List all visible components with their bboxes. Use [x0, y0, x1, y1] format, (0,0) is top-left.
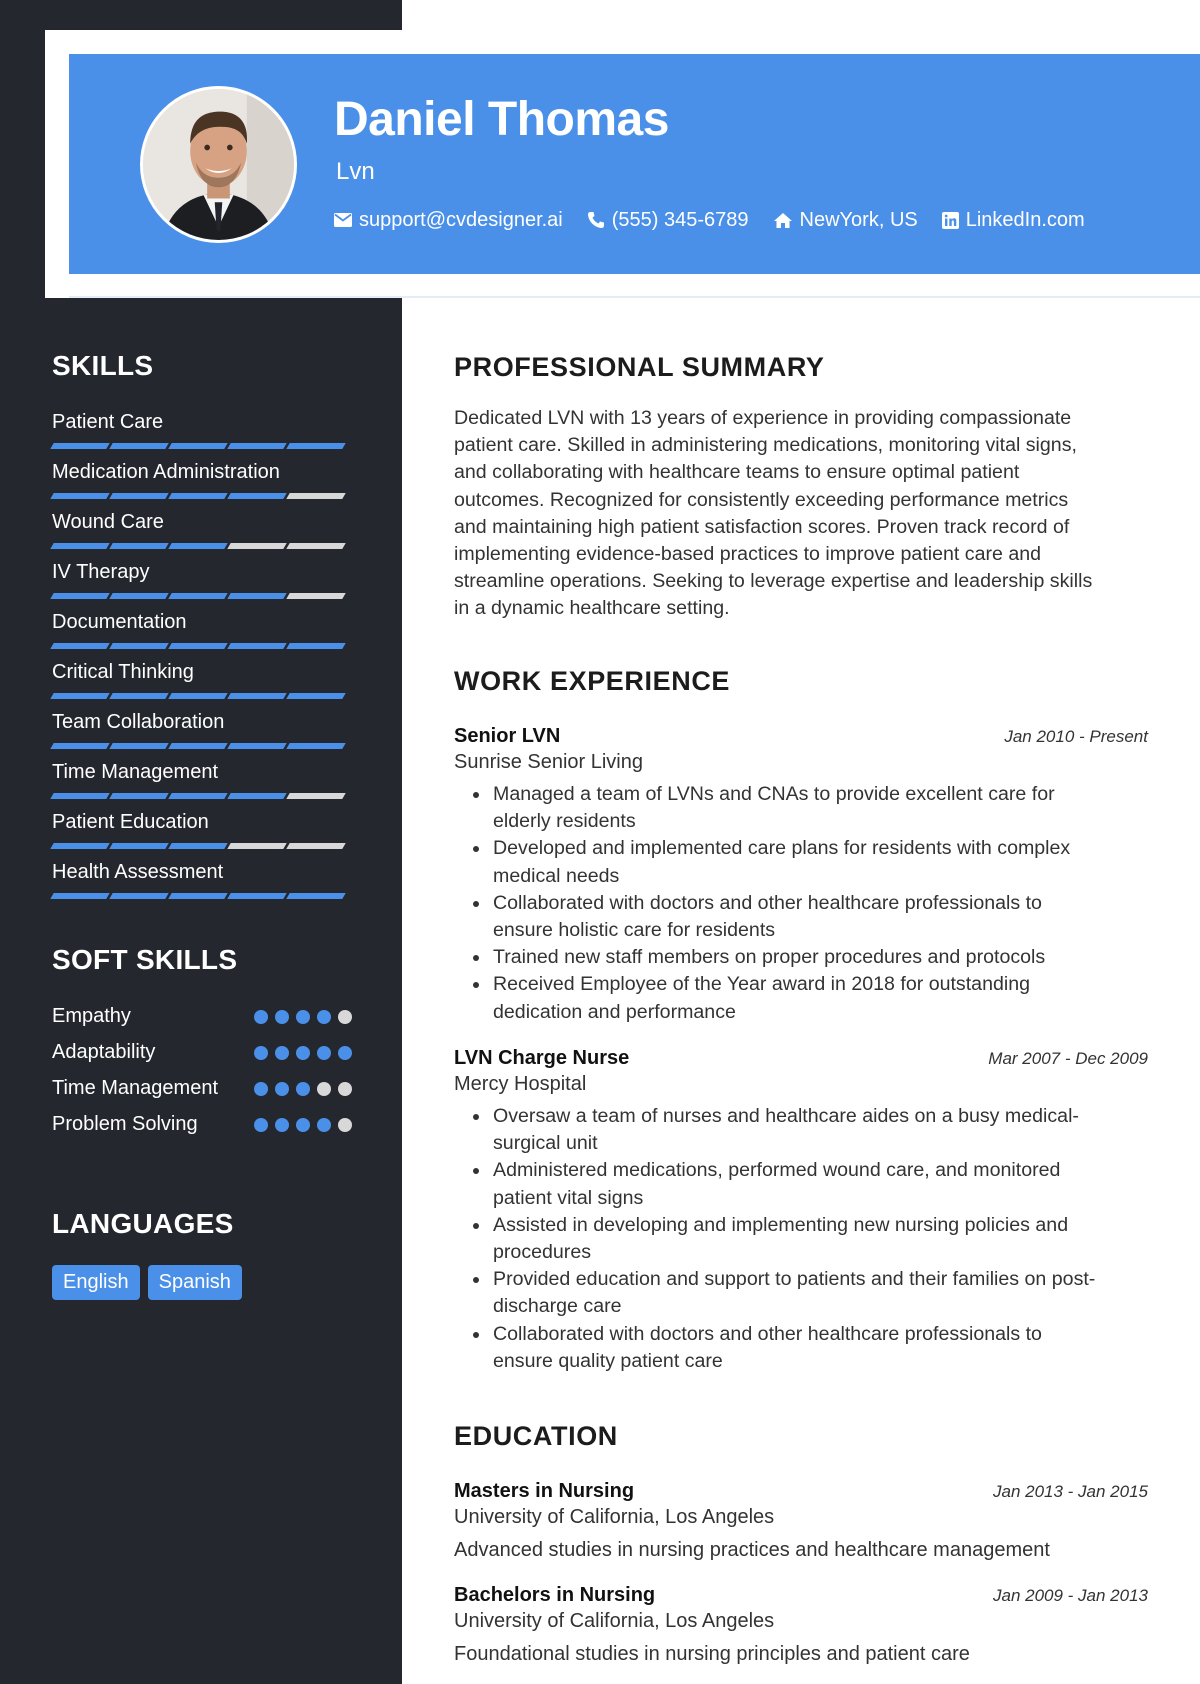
skill-level-segment [227, 743, 286, 749]
school-name: University of California, Los Angeles [454, 1610, 775, 1632]
skill-level-segment [168, 693, 227, 699]
skill-level-segment [50, 793, 109, 799]
languages-heading: LANGUAGES [52, 1208, 234, 1239]
skill-level-segment [50, 843, 109, 849]
summary-section [454, 352, 1148, 623]
rating-dot [296, 1118, 310, 1132]
skill-name: Wound Care [52, 511, 164, 533]
job-entry [454, 725, 1148, 1026]
skill-level-meter [52, 593, 352, 599]
skill-level-meter [52, 843, 352, 849]
soft-skill-rating [247, 1118, 352, 1132]
bullet-line: elderly residents [493, 810, 636, 833]
job-bullet [491, 944, 1148, 971]
summary-line: implementing evidence-based practices to improve patient care and [454, 543, 1042, 566]
job-bullet [491, 835, 1148, 889]
skill-level-meter [52, 643, 352, 649]
summary-line: in a dynamic healthcare setting. [454, 597, 730, 620]
contact-linkedin[interactable] [942, 209, 1085, 232]
skill-level-meter [52, 893, 352, 899]
rating-dot [296, 1082, 310, 1096]
bullet-line: • Collaborated with doctors and other healthcare professionals to [493, 1322, 1042, 1345]
summary-line: streamline operations. Seeking to leverage expertise and leadership skills [454, 570, 1093, 593]
candidate-name: Daniel Thomas [334, 93, 669, 146]
language-tag: English [52, 1265, 140, 1300]
soft-skills-list [52, 1003, 352, 1147]
soft-skill-rating [247, 1010, 352, 1024]
soft-skill-rating [247, 1046, 352, 1060]
header-divider [69, 296, 1200, 298]
rating-dot [317, 1082, 331, 1096]
job-header [454, 1047, 1148, 1070]
job-title: Senior LVN [454, 725, 561, 747]
skill-name: Patient Education [52, 811, 209, 833]
education-heading: EDUCATION [454, 1421, 618, 1451]
summary-line: patient care. Skilled in administering medications, monitoring vital signs, [454, 434, 1077, 457]
languages-list [52, 1265, 250, 1300]
skill-level-segment [286, 793, 345, 799]
skill-level-meter [52, 443, 352, 449]
avatar [140, 86, 297, 243]
bullet-line: surgical unit [493, 1132, 598, 1155]
skill-level-segment [109, 543, 168, 549]
skill-level-segment [109, 493, 168, 499]
job-bullet [491, 1266, 1148, 1320]
skills-heading: SKILLS [52, 350, 154, 381]
job-bullet [491, 971, 1148, 1025]
degree-title: Masters in Nursing [454, 1480, 635, 1502]
skill-level-segment [50, 693, 109, 699]
job-title: LVN Charge Nurse [454, 1047, 630, 1069]
skill-level-segment [50, 643, 109, 649]
skill-level-segment [50, 543, 109, 549]
soft-skill-item [52, 1111, 352, 1138]
skill-level-segment [286, 843, 345, 849]
skill-level-segment [50, 443, 109, 449]
school-name: University of California, Los Angeles [454, 1506, 775, 1528]
skill-level-meter [52, 543, 352, 549]
skill-item [52, 460, 352, 510]
rating-dot [254, 1082, 268, 1096]
skill-item [52, 860, 352, 910]
rating-dot [338, 1010, 352, 1024]
skill-level-segment [109, 793, 168, 799]
bullet-line: procedures [493, 1241, 592, 1264]
bullet-line: • Collaborated with doctors and other healthcare professionals to [493, 891, 1042, 914]
summary-text [454, 405, 1148, 623]
skill-level-segment [168, 443, 227, 449]
skill-level-segment [227, 793, 286, 799]
rating-dot [338, 1046, 352, 1060]
skill-item [52, 760, 352, 810]
profile-photo [143, 89, 294, 240]
rating-dot [254, 1118, 268, 1132]
rating-dot [275, 1082, 289, 1096]
soft-skill-rating [247, 1082, 352, 1096]
soft-skill-name: Adaptability [52, 1041, 156, 1063]
language-tag: Spanish [148, 1265, 242, 1300]
skill-level-segment [227, 643, 286, 649]
skill-level-segment [168, 843, 227, 849]
skill-level-segment [109, 743, 168, 749]
rating-dot [317, 1046, 331, 1060]
skills-list [52, 410, 352, 910]
education-header [454, 1584, 1148, 1607]
skill-level-segment [286, 443, 345, 449]
bullet-line: • Managed a team of LVNs and CNAs to provide excellent care for [493, 783, 1055, 805]
skill-level-segment [109, 693, 168, 699]
job-bullet [491, 781, 1148, 835]
contact-email[interactable] [334, 209, 563, 232]
bullet-line: patient vital signs [493, 1186, 644, 1209]
skill-level-segment [168, 793, 227, 799]
bullet-line: discharge care [493, 1295, 622, 1318]
skill-level-segment [286, 893, 345, 899]
bullet-line: • Assisted in developing and implementing new nursing policies and [493, 1213, 1069, 1236]
skill-item [52, 560, 352, 610]
skill-name: Time Management [52, 761, 218, 783]
job-entry [454, 1047, 1148, 1375]
rating-dot [275, 1046, 289, 1060]
skill-level-segment [168, 643, 227, 649]
job-bullet [491, 1321, 1148, 1375]
experience-heading: WORK EXPERIENCE [454, 666, 731, 696]
skill-level-segment [50, 893, 109, 899]
envelope-icon [334, 213, 352, 227]
skill-item [52, 810, 352, 860]
job-bullets [491, 781, 1148, 1026]
skill-level-meter [52, 743, 352, 749]
rating-dot [275, 1118, 289, 1132]
soft-skill-item [52, 1039, 352, 1066]
soft-skill-name: Problem Solving [52, 1113, 198, 1135]
job-employer: Mercy Hospital [454, 1073, 587, 1095]
skill-level-segment [168, 593, 227, 599]
skill-level-segment [286, 543, 345, 549]
soft-skills-heading: SOFT SKILLS [52, 944, 238, 975]
linkedin-icon [942, 212, 959, 229]
contact-phone[interactable] [587, 209, 749, 232]
contact-location [773, 209, 918, 232]
skill-level-segment [109, 843, 168, 849]
skill-level-segment [227, 593, 286, 599]
soft-skill-name: Time Management [52, 1077, 218, 1099]
rating-dot [296, 1010, 310, 1024]
education-date: Jan 2013 - Jan 2015 [992, 1482, 1148, 1501]
bullet-line: • Trained new staff members on proper procedures and protocols [493, 946, 1046, 969]
job-bullet [491, 1157, 1148, 1211]
skill-level-segment [227, 493, 286, 499]
bullet-line: ensure holistic care for residents [493, 919, 776, 942]
email-text: support@cvdesigner.ai [359, 208, 563, 231]
home-icon [773, 212, 793, 229]
summary-heading: PROFESSIONAL SUMMARY [454, 352, 825, 382]
skill-name: Patient Care [52, 411, 164, 433]
skill-level-segment [109, 443, 168, 449]
skill-level-segment [50, 493, 109, 499]
contact-row [334, 206, 1109, 234]
job-header [454, 725, 1148, 748]
skill-name: Medication Administration [52, 461, 280, 483]
skill-level-segment [168, 893, 227, 899]
job-bullet [491, 890, 1148, 944]
skill-level-segment [286, 693, 345, 699]
location-text: NewYork, US [799, 208, 918, 231]
job-employer: Sunrise Senior Living [454, 751, 643, 773]
job-date: Jan 2010 - Present [1004, 727, 1148, 746]
job-bullets [491, 1103, 1148, 1375]
skill-name: Documentation [52, 611, 187, 633]
skill-item [52, 510, 352, 560]
job-date: Mar 2007 - Dec 2009 [988, 1049, 1148, 1068]
skill-level-segment [50, 743, 109, 749]
summary-line: Dedicated LVN with 13 years of experience in providing compassionate [454, 407, 1072, 429]
summary-line: and maintaining high patient satisfaction scores. Proven track record of [454, 515, 1070, 538]
skill-level-segment [168, 743, 227, 749]
bullet-line: • Provided education and support to patients and their families on post- [493, 1268, 1096, 1291]
experience-section [454, 666, 1148, 697]
skill-level-segment [168, 543, 227, 549]
rating-dot [338, 1082, 352, 1096]
education-section [454, 1421, 1148, 1452]
bullet-line: medical needs [493, 864, 620, 887]
skill-level-segment [109, 643, 168, 649]
skill-name: IV Therapy [52, 561, 150, 583]
bullet-line: • Administered medications, performed wound care, and monitored [493, 1159, 1061, 1182]
bullet-line: • Developed and implemented care plans for residents with complex [493, 837, 1071, 860]
degree-title: Bachelors in Nursing [454, 1584, 656, 1606]
skill-name: Critical Thinking [52, 661, 194, 683]
rating-dot [317, 1010, 331, 1024]
skill-level-segment [50, 593, 109, 599]
linkedin-text: LinkedIn.com [965, 208, 1085, 231]
education-date: Jan 2009 - Jan 2013 [992, 1586, 1148, 1605]
rating-dot [296, 1046, 310, 1060]
skill-level-meter [52, 493, 352, 499]
rating-dot [254, 1046, 268, 1060]
skill-level-meter [52, 793, 352, 799]
education-header [454, 1480, 1148, 1503]
skill-item [52, 660, 352, 710]
education-description: Advanced studies in nursing practices and healthcare management [454, 1539, 1050, 1561]
bullet-line: dedication and performance [493, 1000, 736, 1023]
skill-level-segment [227, 443, 286, 449]
summary-line: outcomes. Recognized for consistently exceeding performance metrics [454, 488, 1069, 511]
soft-skill-item [52, 1075, 352, 1102]
job-bullet [491, 1103, 1148, 1157]
education-entry [454, 1584, 1148, 1666]
skill-level-segment [168, 493, 227, 499]
skill-level-segment [286, 743, 345, 749]
skill-level-segment [109, 893, 168, 899]
skill-item [52, 410, 352, 460]
skill-level-segment [286, 593, 345, 599]
rating-dot [275, 1010, 289, 1024]
bullet-line: • Oversaw a team of nurses and healthcare aides on a busy medical- [493, 1105, 1079, 1127]
rating-dot [317, 1118, 331, 1132]
skill-item [52, 610, 352, 660]
skill-level-segment [286, 643, 345, 649]
candidate-role: Lvn [336, 158, 375, 185]
phone-text: (555) 345-6789 [611, 208, 749, 231]
rating-dot [254, 1010, 268, 1024]
summary-line: and collaborating with healthcare teams to ensure optimal patient [454, 461, 1020, 484]
job-bullet [491, 1212, 1148, 1266]
skill-name: Team Collaboration [52, 711, 225, 733]
bullet-line: ensure quality patient care [493, 1349, 723, 1372]
skill-name: Health Assessment [52, 861, 224, 883]
rating-dot [338, 1118, 352, 1132]
skill-item [52, 710, 352, 760]
education-entry [454, 1480, 1148, 1562]
bullet-line: • Received Employee of the Year award in 2018 for outstanding [493, 973, 1031, 996]
skill-level-segment [227, 893, 286, 899]
soft-skill-item [52, 1003, 352, 1030]
skill-level-segment [109, 593, 168, 599]
skill-level-segment [227, 543, 286, 549]
soft-skill-name: Empathy [52, 1005, 131, 1027]
skill-level-segment [227, 693, 286, 699]
skill-level-segment [286, 493, 345, 499]
education-description: Foundational studies in nursing principles and patient care [454, 1643, 970, 1665]
skill-level-meter [52, 693, 352, 699]
phone-icon [587, 211, 605, 229]
skill-level-segment [227, 843, 286, 849]
